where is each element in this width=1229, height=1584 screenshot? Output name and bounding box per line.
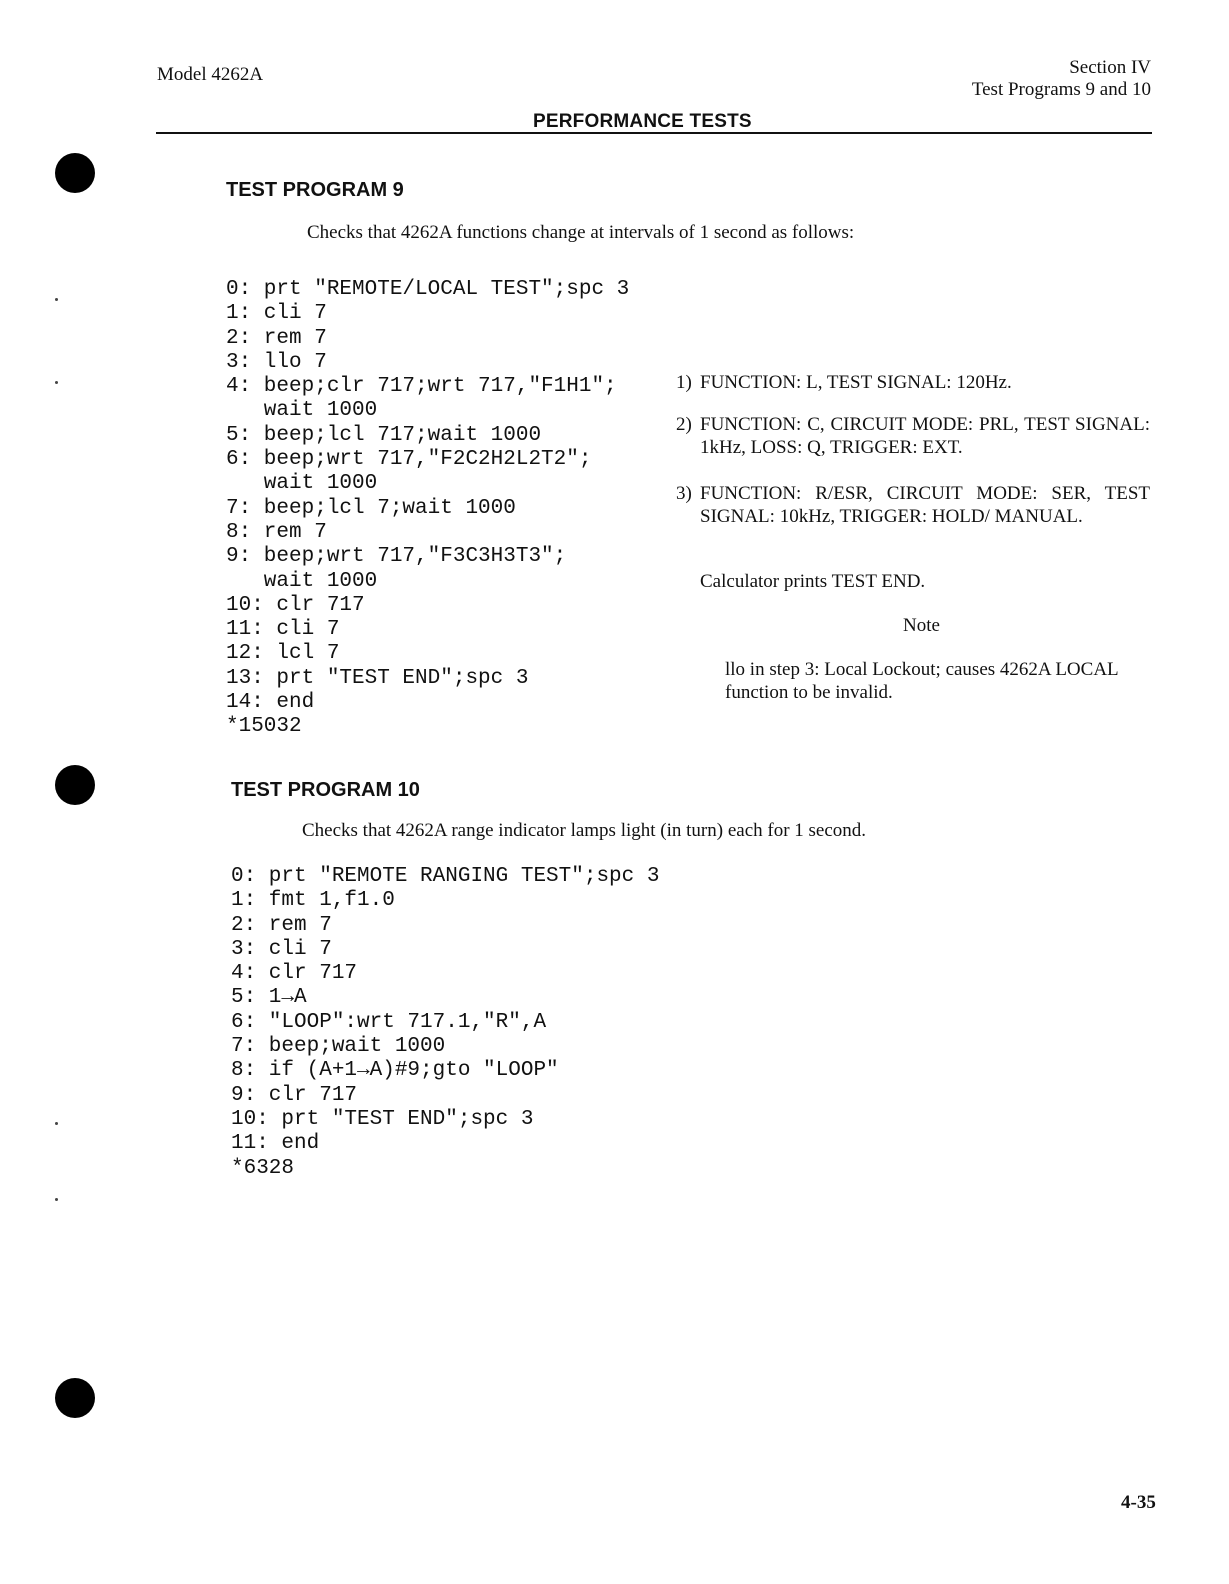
code-line: wait 1000 [226, 472, 378, 496]
code-line: 11: end [231, 1132, 320, 1156]
section-label: Section IV [1069, 57, 1151, 78]
binder-hole-middle [55, 765, 95, 805]
code-line: 0: prt "REMOTE RANGING TEST";spc 3 [231, 865, 660, 888]
code-line: 4: clr 717 [231, 962, 358, 986]
scan-speck [55, 1122, 58, 1125]
scan-speck [55, 1198, 58, 1201]
code-line: 4: beep;clr 717;wrt 717,"F1H1"; [226, 375, 617, 399]
code-line: wait 1000 [226, 399, 378, 423]
code-checksum: *6328 [231, 1156, 295, 1180]
page-title: PERFORMANCE TESTS [533, 111, 752, 132]
code-line: 11: cli 7 [226, 618, 340, 642]
scan-speck [55, 381, 58, 384]
code-line: 10: clr 717 [226, 593, 365, 617]
note-title: Note [903, 615, 940, 636]
code-line: 6: "LOOP":wrt 717.1,"R",A [231, 1010, 547, 1034]
model-label: Model 4262A [157, 64, 264, 85]
header-rule [156, 132, 1152, 134]
code-line: wait 1000 [226, 569, 378, 593]
code-line: 1: cli 7 [226, 302, 327, 326]
code-line: 5: 1→A [231, 986, 307, 1010]
binder-hole-top [55, 153, 95, 193]
step-text: FUNCTION: C, CIRCUIT MODE: PRL, TEST SIGNAL: 1kHz, LOSS: Q, TRIGGER: EXT. [700, 414, 1150, 458]
step-number: 3) [676, 483, 692, 504]
code-line: 3: cli 7 [231, 937, 332, 961]
page-number: 4-35 [1121, 1492, 1156, 1513]
code-line: 6: beep;wrt 717,"F2C2H2L2T2"; [226, 448, 592, 472]
code-line: 13: prt "TEST END";spc 3 [226, 666, 529, 690]
code-line: 0: prt "REMOTE/LOCAL TEST";spc 3 [226, 278, 630, 301]
code-line: 2: rem 7 [226, 326, 327, 350]
program9-intro: Checks that 4262A functions change at intervals of 1 second as follows: [307, 222, 855, 243]
code-line: 3: llo 7 [226, 350, 327, 374]
step-item [676, 371, 1150, 394]
code-line: 1: fmt 1,f1.0 [231, 889, 395, 913]
code-line: 7: beep;wait 1000 [231, 1035, 446, 1059]
program10-intro: Checks that 4262A range indicator lamps light (in turn) each for 1 second. [302, 820, 867, 841]
program10-code-listing [231, 865, 659, 1181]
code-line: 7: beep;lcl 7;wait 1000 [226, 496, 516, 520]
code-line: 5: beep;lcl 717;wait 1000 [226, 423, 542, 447]
code-checksum: *15032 [226, 715, 302, 739]
step-number: 1) [676, 372, 692, 393]
code-line: 8: rem 7 [226, 520, 327, 544]
step-number: 2) [676, 414, 692, 435]
program9-title: TEST PROGRAM 9 [226, 179, 404, 201]
subsection-label: Test Programs 9 and 10 [971, 79, 1151, 100]
step-text: FUNCTION: R/ESR, CIRCUIT MODE: SER, TEST SIGNAL: 10kHz, TRIGGER: HOLD/ MANUAL. [700, 483, 1150, 527]
binder-hole-bottom [55, 1378, 95, 1418]
code-line: 10: prt "TEST END";spc 3 [231, 1107, 534, 1131]
code-line: 14: end [226, 691, 315, 715]
program9-code-listing [226, 278, 629, 740]
step-item [676, 413, 1150, 459]
code-line: 9: clr 717 [231, 1083, 358, 1107]
scan-speck [55, 298, 58, 301]
code-line: 12: lcl 7 [226, 642, 340, 666]
step-text: FUNCTION: L, TEST SIGNAL: 120Hz. [700, 372, 1012, 393]
code-line: 2: rem 7 [231, 913, 332, 937]
step-item [676, 482, 1150, 528]
code-line: 9: beep;wrt 717,"F3C3H3T3"; [226, 545, 567, 569]
program9-result: Calculator prints TEST END. [700, 571, 926, 592]
note-body: llo in step 3: Local Lockout; causes 4262A LOCAL function to be invalid. [725, 659, 1118, 703]
code-line: 8: if (A+1→A)#9;gto "LOOP" [231, 1059, 559, 1083]
program10-title: TEST PROGRAM 10 [231, 779, 420, 801]
